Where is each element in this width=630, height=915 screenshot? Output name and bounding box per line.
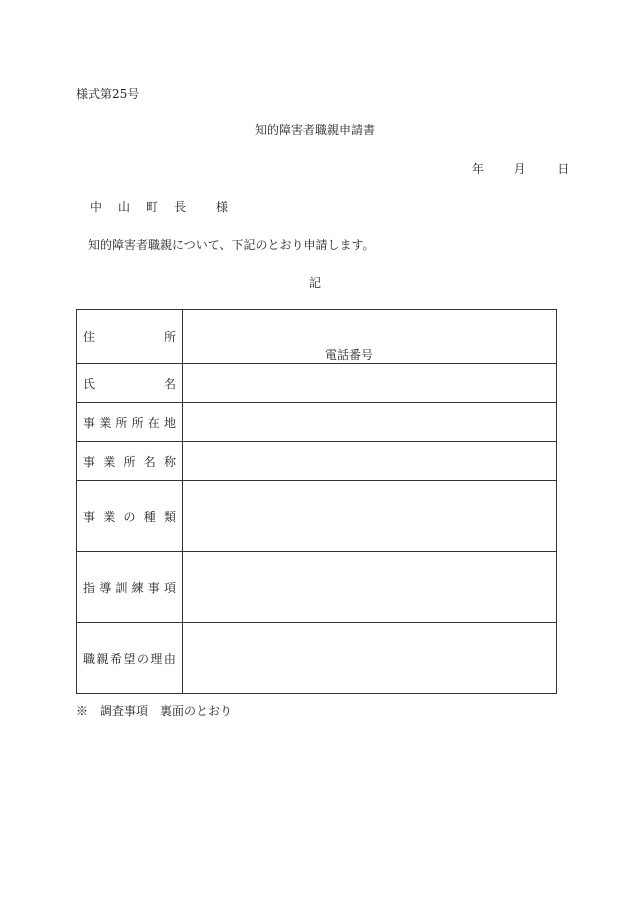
- addressee: 中 山 町 長 様: [90, 200, 231, 214]
- business-type-field[interactable]: [183, 481, 557, 552]
- form-number: 様式第25号: [76, 87, 140, 101]
- label-char: 事: [83, 454, 96, 469]
- label-char: 地: [163, 415, 176, 430]
- date-line: [472, 160, 569, 177]
- label-char: 業: [103, 509, 116, 524]
- footnote: ※ 調査事項 裏面のとおり: [76, 704, 233, 718]
- label-char: の: [123, 509, 136, 524]
- name-label-cell: [77, 364, 183, 403]
- label-char: 希: [109, 651, 122, 666]
- label-char: 導: [99, 580, 112, 595]
- business-name-label-cell: [77, 442, 183, 481]
- label-char: 事: [147, 580, 160, 595]
- business-type-label: [83, 508, 176, 525]
- label-char: 名: [163, 376, 176, 391]
- label-char: 事: [83, 509, 96, 524]
- label-char: 項: [163, 580, 176, 595]
- label-char: 練: [131, 580, 144, 595]
- document-title: 知的障害者職親申請書: [254, 123, 375, 137]
- date-day: 日: [557, 162, 570, 176]
- address-field[interactable]: [183, 310, 557, 364]
- label-char: 訓: [115, 580, 128, 595]
- date-year: 年: [472, 162, 485, 176]
- label-char: 種: [143, 509, 156, 524]
- label-char: 名: [143, 454, 156, 469]
- label-char: 住: [83, 330, 96, 344]
- table-row-business-location: [77, 403, 557, 442]
- name-field[interactable]: [183, 364, 557, 403]
- table-row-business-type: [77, 481, 557, 552]
- label-char: 所: [115, 415, 128, 430]
- label-char: 所: [131, 415, 144, 430]
- label-char: 類: [163, 509, 176, 524]
- business-name-label: [83, 453, 176, 470]
- training-items-label-cell: [77, 552, 183, 623]
- training-items-label: [83, 579, 176, 596]
- business-type-label-cell: [77, 481, 183, 552]
- label-char: 業: [99, 415, 112, 430]
- address-label: [83, 328, 176, 345]
- label-char: 由: [163, 651, 176, 666]
- table-row-business-name: [77, 442, 557, 481]
- label-char: 業: [103, 454, 116, 469]
- phone-number-label: 電話番号: [325, 348, 374, 362]
- label-char: 称: [163, 454, 176, 469]
- business-location-label: [83, 414, 176, 431]
- application-form-table: [76, 309, 557, 694]
- label-char: 職: [83, 651, 96, 666]
- reason-label: [83, 650, 176, 667]
- reason-label-cell: [77, 623, 183, 694]
- business-location-label-cell: [77, 403, 183, 442]
- label-char: 望: [123, 651, 136, 666]
- date-month: 月: [513, 162, 526, 176]
- label-char: 指: [83, 580, 96, 595]
- business-location-field[interactable]: [183, 403, 557, 442]
- label-char: 在: [147, 415, 160, 430]
- business-name-field[interactable]: [183, 442, 557, 481]
- label-char: 親: [96, 651, 109, 666]
- table-row-training-items: [77, 552, 557, 623]
- table-row-reason: [77, 623, 557, 694]
- label-char: 事: [83, 415, 96, 430]
- label-char: の: [136, 651, 149, 666]
- name-label: [83, 375, 176, 392]
- label-char: 理: [150, 651, 163, 666]
- label-char: 氏: [83, 376, 96, 391]
- address-label-cell: [77, 310, 183, 364]
- table-row-address: [77, 310, 557, 364]
- label-char: 所: [123, 454, 136, 469]
- ki-label: 記: [308, 276, 321, 290]
- reason-field[interactable]: [183, 623, 557, 694]
- label-char: 所: [163, 330, 176, 344]
- table-row-name: [77, 364, 557, 403]
- training-items-field[interactable]: [183, 552, 557, 623]
- application-statement: 知的障害者職親について、下記のとおり申請します。: [88, 238, 375, 252]
